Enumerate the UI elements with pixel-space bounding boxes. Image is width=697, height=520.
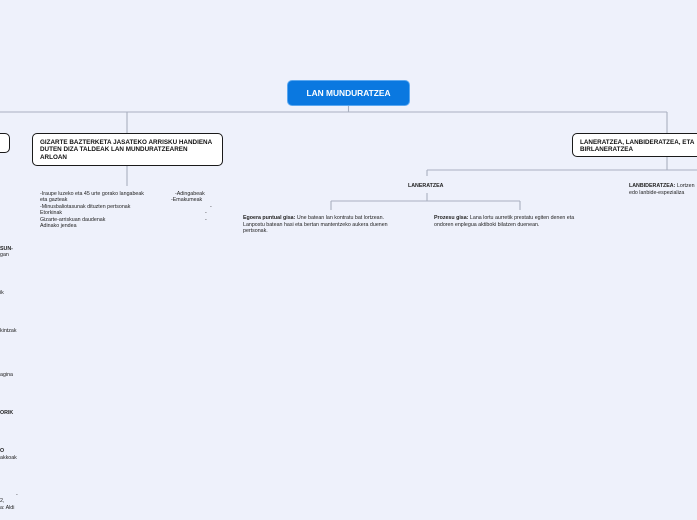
- left-fragment-9: -: [16, 492, 18, 498]
- risk-group-col2-5: -: [205, 217, 207, 223]
- left-fragment-1: SUN-: [0, 246, 13, 252]
- root-title: LAN MUNDURATZEA: [306, 88, 391, 98]
- risk-group-col2-2: -Emakumeak: [171, 197, 203, 203]
- node-left-edge-partial[interactable]: [0, 133, 10, 153]
- egoera-line-2: Lanpostu batean hasi eta bertan mantentzeko aukera duenen: [243, 222, 388, 228]
- left-fragment-8: akkoak: [0, 455, 17, 461]
- node-risk-groups[interactable]: [32, 133, 223, 166]
- risk-group-line-6: Adinako jendea: [40, 223, 77, 229]
- risk-group-col2-4: -: [205, 210, 207, 216]
- lanbideratzea-line-2: edo lanbide-espezializa: [629, 190, 685, 196]
- prozesu-text-1: Lana lortu aurretik prestatu egiten denen eta: [468, 215, 575, 221]
- left-fragment-6: ORIK: [0, 410, 14, 416]
- risk-group-line-1: -Iraupe luzeko eta 45 urte gorako langabeak: [40, 191, 144, 197]
- left-fragment-2: gan: [0, 252, 9, 258]
- egoera-line-3: pertsonak.: [243, 228, 268, 234]
- node-laneratzea-main[interactable]: [572, 133, 697, 157]
- left-fragment-3: ik: [0, 290, 4, 296]
- node-risk-groups-title: GIZARTE BAZTERKETA JASATEKO ARRISKU HANDIENA DUTEN DIZA TALDEAK LAN MUNDURATZEAREN ARLOAN: [40, 139, 212, 161]
- left-fragment-10: 2,: [0, 498, 5, 504]
- lanbideratzea-line-1: [629, 183, 695, 190]
- root-node[interactable]: [288, 81, 409, 105]
- left-fragment-11: a: Aldi: [0, 505, 15, 511]
- prozesu-line-1: [434, 215, 574, 222]
- prozesu-line-2: ondoren enplegua aktiboki bilatzen duenean.: [434, 222, 540, 228]
- left-fragment-4: kintzak: [0, 328, 17, 334]
- risk-group-line-5: Gizarte-arriskuan daudenak: [40, 217, 106, 223]
- risk-group-col2-1: -Adingabeak: [175, 191, 205, 197]
- egoera-label: Egoera puntual gisa:: [243, 215, 296, 221]
- lanbideratzea-label: LANBIDERATZEA:: [629, 183, 676, 189]
- risk-group-col2-3: -: [210, 204, 212, 210]
- egoera-text-1: Une batean lan kontratu bat lortzean.: [295, 215, 385, 221]
- node-laneratzea-main-title: LANERATZEA, LANBIDERATZEA, ETA BIRLANERATZEA: [580, 139, 695, 154]
- left-fragment-7: O: [0, 448, 5, 454]
- risk-group-line-2: eta gazteak: [40, 197, 68, 203]
- prozesu-label: Prozesu gisa:: [434, 215, 469, 221]
- egoera-line-1: [243, 215, 384, 222]
- risk-group-line-3: -Minusbaliotasunak dituzten pertsonak: [40, 204, 131, 210]
- lanbideratzea-text-1: Lortzen: [675, 183, 695, 189]
- risk-group-line-4: Etorkinak: [40, 210, 63, 216]
- left-fragment-5: agina: [0, 372, 13, 378]
- laneratzea-label[interactable]: LANERATZEA: [408, 183, 444, 189]
